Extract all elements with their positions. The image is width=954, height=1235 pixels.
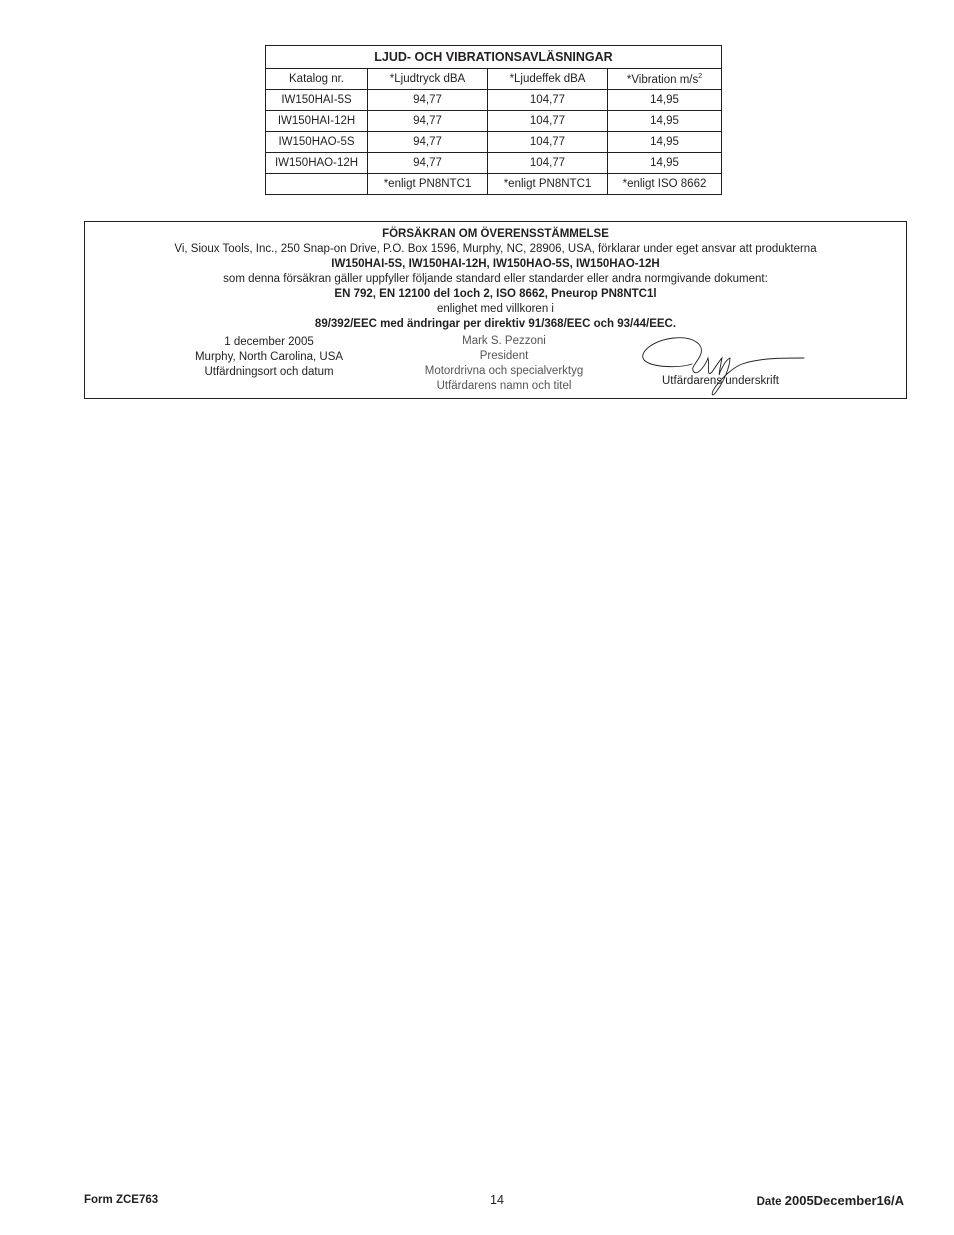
declaration-intro: Vi, Sioux Tools, Inc., 250 Snap-on Drive, P.O. Box 1596, Murphy, NC, 28906, USA, förklarar under eget ansvar att produkterna	[174, 243, 817, 255]
cell-catalog: IW150HAO-5S	[266, 132, 368, 153]
page-number: 14	[490, 1193, 504, 1207]
header-catalog: Katalog nr.	[266, 69, 368, 90]
signature-icon	[640, 334, 810, 400]
cell-catalog: IW150HAO-12H	[266, 153, 368, 174]
header-vibration-label: *Vibration m/s	[626, 73, 699, 86]
issue-date: 1 december 2005	[224, 336, 314, 348]
issuer-title: President	[479, 350, 529, 362]
footnote-empty	[266, 174, 368, 195]
declaration-standards: EN 792, EN 12100 del 1och 2, ISO 8662, Pneurop PN8NTC1l	[334, 288, 657, 300]
issuer-block	[404, 334, 604, 394]
footnote-vibration: *enligt ISO 8662	[608, 174, 722, 195]
sound-vibration-table	[265, 45, 722, 195]
header-vibration-superscript: 2	[698, 72, 703, 80]
table-row	[266, 90, 722, 111]
table-row	[266, 153, 722, 174]
cell-vibration: 14,95	[608, 153, 722, 174]
footnote-sound-pressure: *enligt PN8NTC1	[368, 174, 488, 195]
table-row	[266, 132, 722, 153]
declaration-title: FÖRSÄKRAN OM ÖVERENSSTÄMMELSE	[382, 228, 609, 240]
date-value: 2005December16/A	[784, 1193, 904, 1208]
footer-date	[757, 1193, 904, 1208]
cell-sound-pressure: 94,77	[368, 111, 488, 132]
cell-sound-power: 104,77	[488, 132, 608, 153]
form-number: Form ZCE763	[84, 1194, 159, 1206]
footnote-sound-power: *enligt PN8NTC1	[488, 174, 608, 195]
table-header-row	[266, 69, 722, 90]
signature-label: Utfärdarens underskrift	[662, 375, 779, 387]
place-date-block	[169, 335, 369, 380]
declaration-conformity-text: som denna försäkran gäller uppfyller följande standard eller standarder eller andra normgivande dokument:	[223, 273, 768, 285]
place-date-label: Utfärdningsort och datum	[204, 366, 334, 378]
cell-sound-power: 104,77	[488, 90, 608, 111]
header-sound-pressure: *Ljudtryck dBA	[368, 69, 488, 90]
table-row	[266, 111, 722, 132]
cell-sound-pressure: 94,77	[368, 90, 488, 111]
issuer-label: Utfärdarens namn och titel	[436, 380, 572, 392]
issue-place: Murphy, North Carolina, USA	[194, 351, 344, 363]
declaration-products: IW150HAI-5S, IW150HAI-12H, IW150HAO-5S, IW150HAO-12H	[331, 258, 660, 270]
cell-catalog: IW150HAI-12H	[266, 111, 368, 132]
issuer-name: Mark S. Pezzoni	[462, 335, 546, 347]
cell-sound-power: 104,77	[488, 111, 608, 132]
cell-sound-pressure: 94,77	[368, 132, 488, 153]
issuer-division: Motordrivna och specialverktyg	[424, 365, 584, 377]
header-vibration	[608, 69, 722, 90]
cell-sound-power: 104,77	[488, 153, 608, 174]
declaration-directives: 89/392/EEC med ändringar per direktiv 91/368/EEC och 93/44/EEC.	[314, 318, 677, 330]
declaration-of-conformity-box	[84, 221, 907, 399]
cell-vibration: 14,95	[608, 90, 722, 111]
cell-sound-pressure: 94,77	[368, 153, 488, 174]
header-sound-power: *Ljudeffek dBA	[488, 69, 608, 90]
cell-catalog: IW150HAI-5S	[266, 90, 368, 111]
table-footnote-row	[266, 174, 722, 195]
declaration-terms-intro: enlighet med villkoren i	[437, 303, 554, 315]
table-title: LJUD- OCH VIBRATIONSAVLÄSNINGAR	[266, 46, 722, 69]
cell-vibration: 14,95	[608, 111, 722, 132]
date-label: Date	[756, 1196, 785, 1208]
cell-vibration: 14,95	[608, 132, 722, 153]
